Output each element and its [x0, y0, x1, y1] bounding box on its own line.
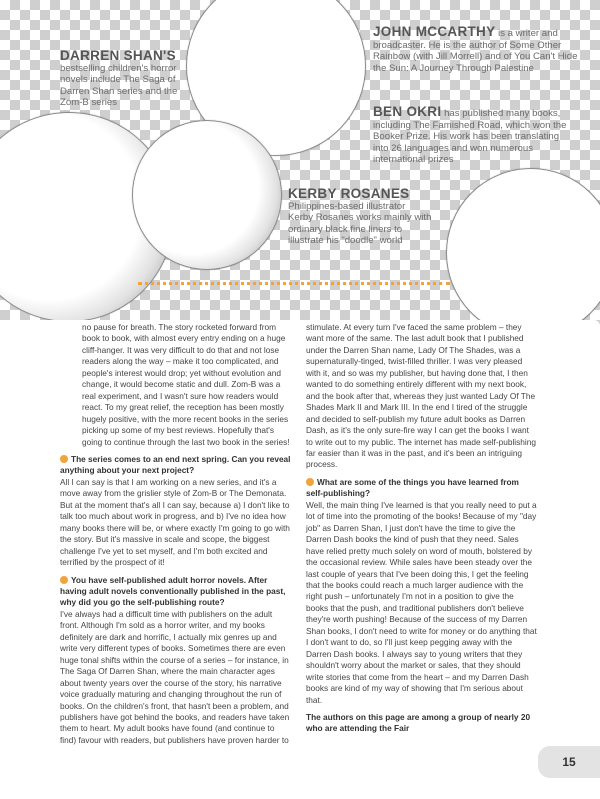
dotted-divider	[138, 282, 450, 285]
bio-description: Philippines-based illustrator Kerby Rosanes works mainly with ordinary black fine liners to illustrate his "doodle" world	[288, 200, 432, 246]
portrait-circle-okri	[446, 168, 600, 338]
article-column-right	[306, 322, 538, 741]
bio-description: bestselling children's horror novels include The Saga of Darren Shan series and the Zom-B series	[60, 62, 178, 108]
bio-ben-okri	[373, 106, 573, 166]
orange-bullet-icon	[306, 478, 314, 486]
paragraph: Well, the main thing I've learned is that you really need to put a lot of time into the promoting of the books! Because of my "day job" as Darren Shan, I just don't have the time to give the Darren Dash books the kind of push that they need. Sales have relied pretty much solely on word of mouth, bolstered by the occasional review. While sales have been steady over the last couple of years that I've been doing this, I get the feeling that the books could reach a much larger audience with the right push – unfortunately I'm not in a position to give the books that the push, and traditional publishers don't believe they're worth pushing! Because of the success of my Darren Shan books, I don't need to write for money or do anything that I don't want to do, so I'll just keep pegging away with the Darren Dash books. I always say to young writers that they shouldn't worry about the market or sales, that they should write stories that come from the heart – and my Darren Dash books are kind of my way of showing that I'm serious about that.	[306, 499, 537, 705]
interview-question: The series comes to an end next spring. Can you reveal anything about your next project?	[60, 453, 291, 476]
author-bios-band	[0, 0, 600, 330]
bio-description: is a writer and broadcaster. He is the author of Some Other Rainbow (with Jill Morrell) and of You Can't Hide the Sun: A Journey Through Palestine	[373, 28, 578, 74]
interview-question: You have self-published adult horror novels. After having adult novels conventionally published in the past, why did you go the self-publishing route?	[60, 574, 286, 608]
closing-note: The authors on this page are among a group of nearly 20 who are attending the Fair	[306, 711, 531, 734]
bio-john-mccarthy	[373, 26, 588, 74]
bio-name: DARREN SHAN'S	[60, 48, 176, 63]
portrait-circle-rosanes	[132, 120, 282, 270]
paragraph: no pause for breath. The story rocketed forward from book to book, with almost every entry ending on a huge cliff-hanger. It was very difficult to do that and not lose readers along the way – make it too complicated, and people's interest would drop; yet without evolution and change, it would become static and dull. Zom-B was a real experiment, and I wasn't sure how readers would react. To my great relief, the reception has been mostly hugely positive, with the more recent books in the series picking up some of my best reviews. Hopefully that's going to continue through the last two book in the series!	[82, 322, 290, 447]
paragraph: I've always had a difficult time with publishers on the adult front. Although I'm sold as a horror writer, and my books definitely are dark and horrific, I actually mix genres up and write very different types of books. Sometimes there are even huge tonal shifts within the course of a series – for instance, in The Saga Of Darren Shan, where the main character ages about twenty years over the course of the story, his narrative voice gradually maturing and changing throughout the run of books. On the children's front, that hasn't been a problem, and publishers have got behind the books, and readers have taken them to heart. My adult books have found (and continue to find) favour with readers, but publishers have proven harder to	[60, 608, 290, 745]
bio-darren-shan	[60, 50, 178, 109]
interview-article	[0, 320, 600, 799]
orange-bullet-icon	[60, 455, 68, 463]
interview-question: What are some of the things you have learned from self-publishing?	[306, 476, 519, 499]
bio-name: JOHN MCCARTHY	[373, 24, 496, 39]
orange-bullet-icon	[60, 576, 68, 584]
paragraph: All I can say is that I am working on a new series, and it's a move away from the grislier style of Zom-B or The Demonata. But at the moment that's all I can say, because a) I don't like to talk too much about work in progress, and b) I've no idea how many books there will be, or where exactly I'm going to go with the story. But it's massive in scale and scope, the biggest challenge I've yet to set myself, and I'm both excited and terrified by the prospect of it!	[60, 476, 290, 568]
paragraph: stimulate. At every turn I've faced the same problem – they want more of the same. The last adult book that I published under the Darren Shan name, Lady Of The Shades, was a supernaturally-tinged, twist-filled thriller. I was very pleased with it, and so was my publisher, but having done that, I then wanted to do something entirely different with my next book, and the book after that, whereas they just wanted Lady Of The Shades Mark II and Mark III. In the end I tired of the struggle and decided to self-publish my future adult books as Darren Dash, as it's the only sure-fire way I can get the books I want to write out to my public. The internet has made self-publishing far easier than it was in the past, and it's been an intriguing process.	[306, 322, 536, 470]
page-number: 15	[538, 746, 600, 778]
bio-name: KERBY ROSANES	[288, 186, 410, 201]
bio-kerby-rosanes	[288, 188, 433, 247]
article-column-left	[60, 322, 292, 752]
bio-name: BEN OKRI	[373, 104, 442, 119]
bio-description: has published many books, including The Famished Road, which won the Booker Prize. His work has been translating into 26 languages and won numerous international prizes	[373, 108, 567, 165]
